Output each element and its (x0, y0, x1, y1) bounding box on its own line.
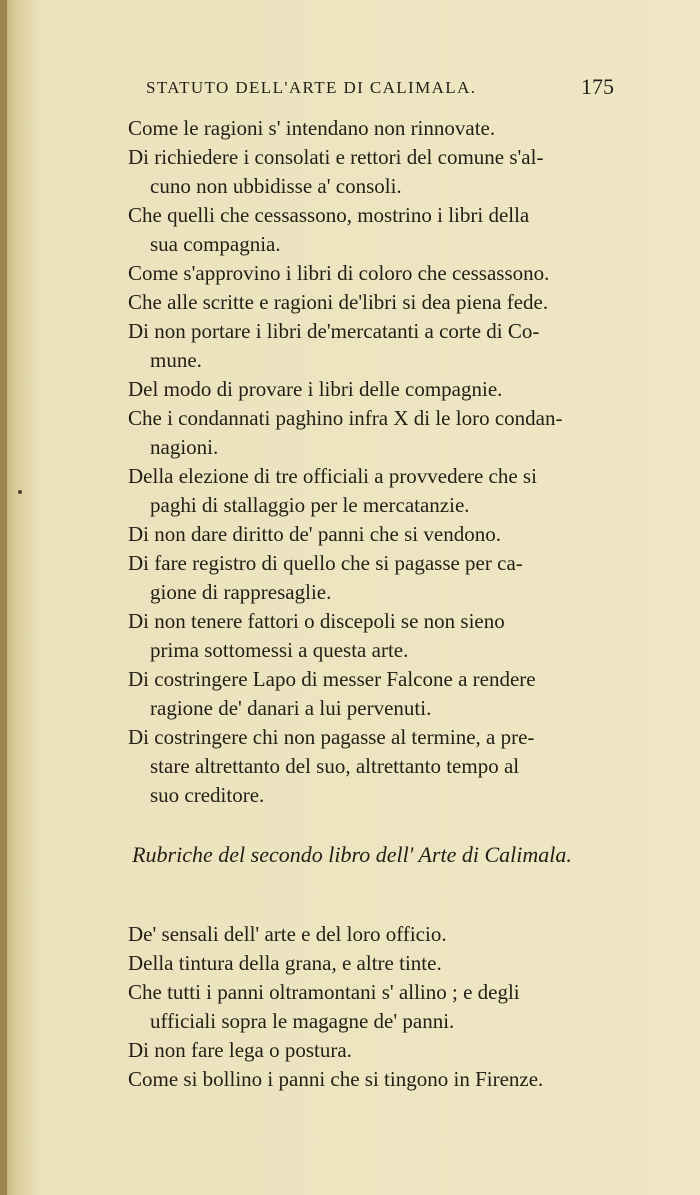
rubric-text-continued: ragione de' danari a lui pervenuti. (150, 696, 432, 720)
ink-speck (18, 490, 22, 494)
rubric-text: Di non dare diritto de' panni che si vendono. (128, 522, 501, 546)
rubric-text: Come le ragioni s' intendano non rinnovate. (128, 116, 496, 140)
page-number: 175 (581, 74, 614, 99)
rubric-text-continued: prima sottomessi a questa arte. (150, 638, 409, 662)
rubric-text-continued: cuno non ubbidisse a' consoli. (150, 174, 402, 198)
rubric-text: Del modo di provare i libri delle compagnie. (128, 377, 503, 401)
rubric-text-continued: paghi di stallaggio per le mercatanzie. (150, 493, 470, 517)
running-header (146, 74, 616, 99)
running-title: STATUTO DELL'ARTE DI CALIMALA. (146, 78, 477, 97)
rubric-text: Che alle scritte e ragioni de'libri si dea piena fede. (128, 290, 549, 314)
rubric-text: Che tutti i panni oltramontani s' allino ; e degli (128, 980, 520, 1004)
page-binding-edge (0, 0, 7, 1195)
rubric-text-continued: suo creditore. (150, 783, 265, 807)
rubric-text: Di richiedere i consolati e rettori del comune s'al- (128, 145, 544, 169)
rubric-text: Che i condannati paghino infra X di le loro condan- (128, 406, 563, 430)
rubric-text: Di non fare lega o postura. (128, 1038, 352, 1062)
rubric-text-continued: ufficiali sopra le magagne de' panni. (150, 1009, 455, 1033)
rubric-text-continued: nagioni. (150, 435, 219, 459)
rubric-text: De' sensali dell' arte e del loro officio. (128, 922, 447, 946)
rubric-text: Della elezione di tre officiali a provvedere che si (128, 464, 537, 488)
rubric-text: Di fare registro di quello che si pagasse per ca- (128, 551, 523, 575)
rubric-text: Come si bollino i panni che si tingono in Firenze. (128, 1067, 544, 1091)
rubric-text: Di costringere chi non pagasse al termine, a pre- (128, 725, 535, 749)
rubric-text-continued: stare altrettanto del suo, altrettanto tempo al (150, 754, 520, 778)
rubric-text: Della tintura della grana, e altre tinte. (128, 951, 442, 975)
rubric-text-continued: sua compagnia. (150, 232, 281, 256)
rubric-text: Come s'approvino i libri di coloro che cessassono. (128, 261, 550, 285)
rubric-text-continued: mune. (150, 348, 202, 372)
rubric-text-continued: gione di rappresaglie. (150, 580, 332, 604)
rubric-text: Di non portare i libri de'mercatanti a corte di Co- (128, 319, 540, 343)
rubric-text: Di costringere Lapo di messer Falcone a rendere (128, 667, 536, 691)
rubric-text: Di non tenere fattori o discepoli se non sieno (128, 609, 505, 633)
rubric-text: Che quelli che cessassono, mostrino i libri della (128, 203, 530, 227)
section-subtitle: Rubriche del secondo libro dell' Arte di Calimala. (132, 842, 572, 867)
